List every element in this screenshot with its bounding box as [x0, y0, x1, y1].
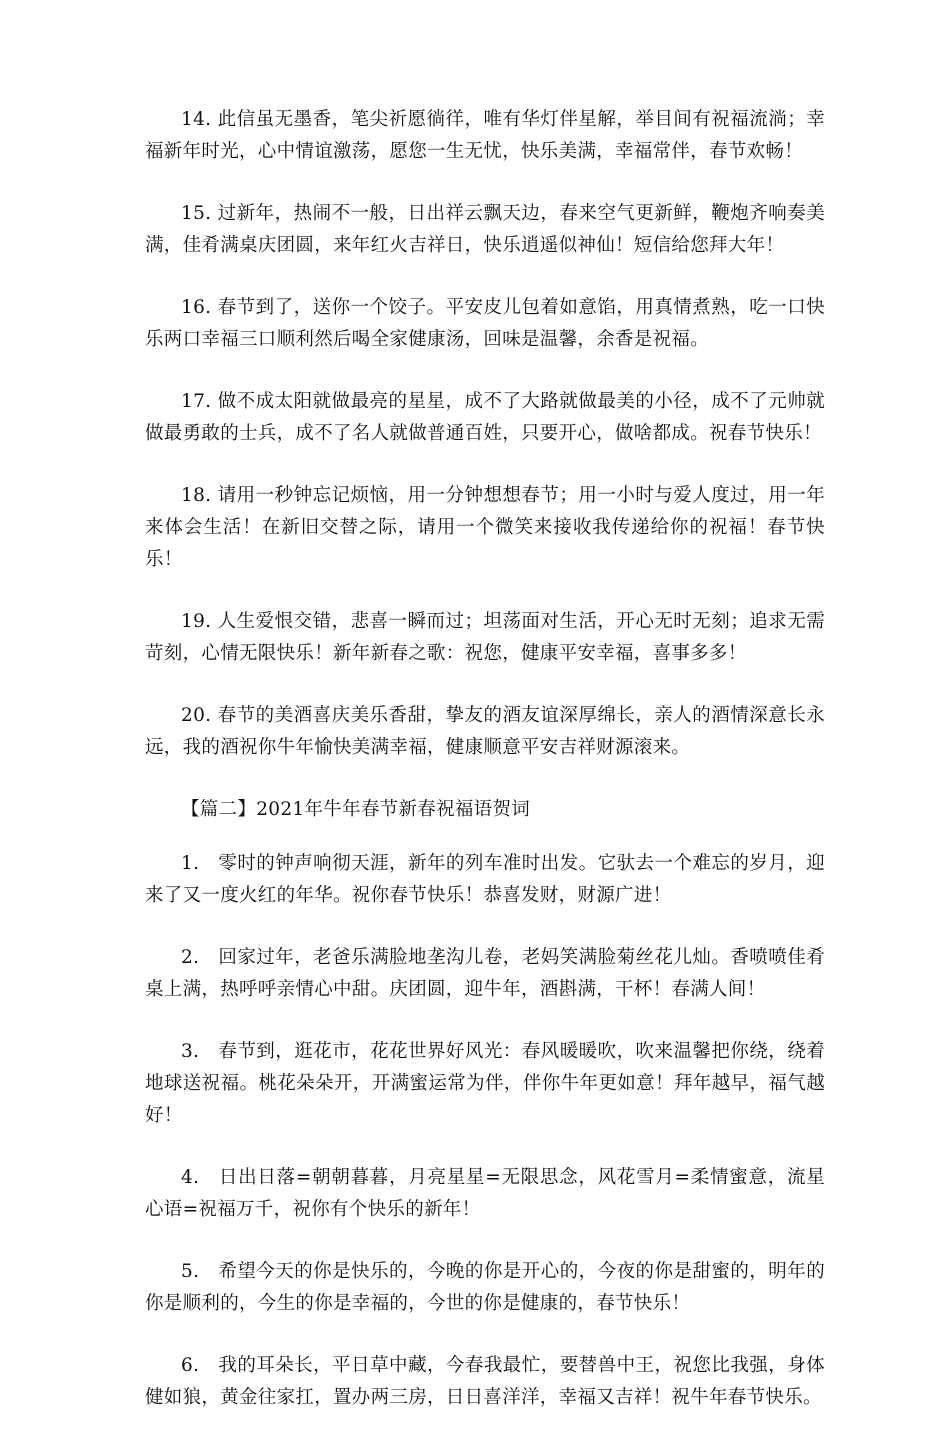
document-body: [145, 104, 825, 1444]
section-heading: 【篇二】2021年牛年春节新春祝福语贺词: [181, 799, 531, 820]
blessing-paragraph-20: 20. 春节的美酒喜庆美乐香甜，挚友的酒友谊深厚绵长，亲人的酒情深意长永远，我的酒祝你牛年愉快美满幸福，健康顺意平安吉祥财源滚来。: [145, 705, 825, 758]
blessing-paragraph-14: 14. 此信虽无墨香，笔尖祈愿徜徉，唯有华灯伴星解，举目间有祝福流淌；幸福新年时光，心中情谊激荡，愿您一生无忧，快乐美满，幸福常伴，春节欢畅！: [145, 109, 825, 162]
section-paragraph-4: 4. 日出日落=朝朝暮暮，月亮星星=无限思念，风花雪月=柔情蜜意，流星心语=祝福万千，祝你有个快乐的新年！: [145, 1167, 825, 1220]
section-paragraph-6: 6. 我的耳朵长，平日草中藏，今春我最忙，要替兽中王，祝您比我强，身体健如狼，黄金往家扛，置办两三房，日日喜洋洋，幸福又吉祥！祝牛年春节快乐。: [145, 1355, 825, 1408]
blessing-paragraph-19: 19. 人生爱恨交错，悲喜一瞬而过；坦荡面对生活，开心无时无刻；追求无需苛刻，心情无限快乐！新年新春之歌：祝您，健康平安幸福，喜事多多！: [145, 611, 825, 664]
blessing-paragraph-18: 18. 请用一秒钟忘记烦恼，用一分钟想想春节；用一小时与爱人度过，用一年来体会生活！在新旧交替之际，请用一个微笑来接收我传递给你的祝福！春节快乐！: [145, 485, 825, 570]
section-paragraph-1: 1. 零时的钟声响彻天涯，新年的列车准时出发。它驮去一个难忘的岁月，迎来了又一度火红的年华。祝你春节快乐！恭喜发财，财源广进！: [145, 853, 825, 906]
section-paragraph-2: 2. 回家过年，老爸乐满脸地垄沟儿卷，老妈笑满脸菊丝花儿灿。香喷喷佳肴桌上满，热呼呼亲情心中甜。庆团圆，迎牛年，酒斟满，干杯！春满人间！: [145, 947, 825, 1000]
blessing-paragraph-16: 16. 春节到了，送你一个饺子。平安皮儿包着如意馅，用真情煮熟，吃一口快乐两口幸福三口顺利然后喝全家健康汤，回味是温馨，余香是祝福。: [145, 297, 825, 350]
blessing-paragraph-15: 15. 过新年，热闹不一般，日出祥云飘天边，春来空气更新鲜，鞭炮齐响奏美满，佳肴满桌庆团圆，来年红火吉祥日，快乐逍遥似神仙！短信给您拜大年！: [145, 203, 825, 256]
section-paragraph-3: 3. 春节到，逛花市，花花世界好风光：春风暖暖吹，吹来温馨把你绕，绕着地球送祝福。桃花朵朵开，开满蜜运常为伴，伴你牛年更如意！拜年越早，福气越好！: [145, 1041, 825, 1126]
blessing-paragraph-17: 17. 做不成太阳就做最亮的星星，成不了大路就做最美的小径，成不了元帅就做最勇敢的士兵，成不了名人就做普通百姓，只要开心，做啥都成。祝春节快乐！: [145, 391, 825, 444]
section-paragraph-5: 5. 希望今天的你是快乐的，今晚的你是开心的，今夜的你是甜蜜的，明年的你是顺利的，今生的你是幸福的，今世的你是健康的，春节快乐！: [145, 1261, 825, 1314]
